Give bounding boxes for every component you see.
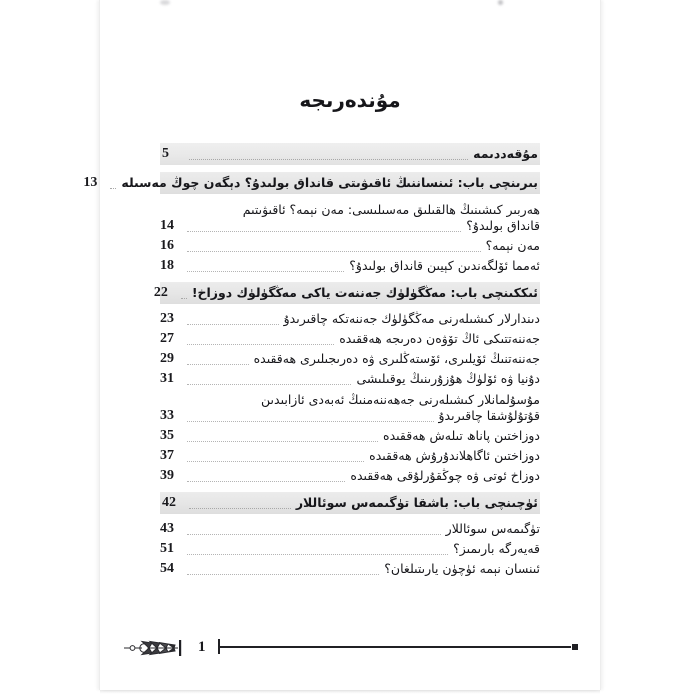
toc-page-number: 35	[160, 428, 174, 443]
toc-page-number: 16	[160, 238, 174, 253]
toc-entry-title: دىندارلار كىشىلەرنى مەڭگۈلۈك جەننەتكە چاقىرىدۇ	[283, 311, 540, 326]
toc-entry-row[interactable]	[160, 350, 540, 368]
toc-entry-title-line1: مۇسۇلمانلار كىشىلەرنى جەھەننەمنىڭ ئەبەدى ئازابىدىن	[261, 392, 540, 407]
toc-entry-row[interactable]	[160, 310, 540, 328]
document-page	[83, 0, 600, 690]
toc-page-number: 54	[160, 561, 174, 576]
toc-entry-title: قەيەرگە بارىمىز؟	[453, 541, 540, 556]
toc-entry-title-line2-row	[160, 408, 540, 424]
toc-page-number: 37	[160, 448, 174, 463]
toc-entry-row[interactable]	[160, 520, 540, 538]
toc-chapter-title: بىرىنچى باب: ئىنساننىڭ ئاقىۋىتى قانداق بولىدۇ؟ دېگەن چوڭ مەسىلە	[121, 175, 538, 190]
toc-leader-dots	[187, 430, 378, 442]
toc-leader-dots	[187, 410, 434, 422]
toc-entry-title: ئەمما ئۆلگەندىن كېيىن قانداق بولىدۇ؟	[349, 258, 540, 273]
toc-chapter-row[interactable]	[153, 282, 540, 304]
toc-page-number: 14	[160, 218, 174, 233]
footer-rule-bar	[220, 646, 571, 648]
footer-rule	[218, 636, 578, 658]
toc-entry-title: جەننەتنىڭ ئۆيلىرى، ئۆستەڭلىرى ۋە دەرىجىلىرى ھەققىدە	[253, 351, 540, 366]
toc-leader-dots	[189, 497, 291, 509]
toc-page-number: 33	[160, 408, 174, 423]
footer-page-number: 1	[198, 639, 206, 655]
scan-artifact-top-right	[498, 0, 503, 5]
toc-leader-dots	[110, 177, 116, 189]
toc-leader-dots	[187, 260, 344, 272]
toc-entry-title-line2: قانداق بولىدۇ؟	[466, 218, 540, 233]
toc-leader-dots	[189, 148, 468, 160]
toc-page-number: 18	[160, 258, 174, 273]
toc-page-number: 5	[162, 146, 169, 161]
toc-page-number: 27	[160, 331, 174, 346]
toc-entry-row[interactable]	[160, 330, 540, 348]
toc-entry-title-line2-row	[160, 218, 540, 234]
feather-ornament-icon	[122, 637, 184, 659]
toc-leader-dots	[181, 287, 187, 299]
toc-page-number: 13	[83, 175, 98, 190]
toc-leader-dots	[187, 450, 364, 462]
toc-page-number: 42	[162, 495, 176, 510]
toc-page-number: 51	[160, 541, 174, 556]
toc-chapter-row[interactable]	[83, 172, 540, 194]
toc-entry-title: تۈگىمەس سوئاللار	[445, 521, 540, 536]
toc-entry-row[interactable]	[160, 390, 540, 425]
toc-entry-row[interactable]	[160, 370, 540, 388]
toc-entry-title: دۇنيا ۋە ئۆلۈڭ ھۇزۇرىنىڭ يوقىلىشى	[356, 371, 540, 386]
toc-page-number: 39	[160, 468, 174, 483]
page-bottom-shadow	[100, 690, 600, 694]
toc-leader-dots	[187, 373, 351, 385]
toc-page-number: 23	[160, 311, 174, 326]
toc-leader-dots	[187, 240, 481, 252]
toc-chapter-title: ئىككىنچى باب: مەڭگۈلۈك جەننەت ياكى مەڭگۈلۈك دوزاخ!	[191, 285, 538, 300]
toc-entry-title: مۇقەددىمە	[473, 146, 538, 161]
toc-leader-dots	[187, 313, 279, 325]
toc-leader-dots	[187, 470, 345, 482]
toc-entry-title-line1: ھەربىر كىشىنىڭ ھالقىلىق مەسىلىسى: مەن نېمە؟ ئاقىۋىتىم	[242, 202, 540, 217]
toc-entry-title: جەننەتتىكى ئاڭ تۆۋەن دەرىجە ھەققىدە	[339, 331, 540, 346]
toc-leader-dots	[187, 333, 334, 345]
toc-entry-title: دوزاختىن ئاگاھلاندۇرۇش ھەققىدە	[369, 448, 540, 463]
toc-entry-title: دوزاخ ئوتى ۋە چوڭقۇرلۇقى ھەققىدە	[350, 468, 540, 483]
scan-artifact-top-left	[160, 0, 170, 5]
toc-page-number: 43	[160, 521, 174, 536]
toc-page-number: 31	[160, 371, 174, 386]
toc-page-number: 29	[160, 351, 174, 366]
toc-entry-title: دوزاختىن پاناھ تىلەش ھەققىدە	[383, 428, 540, 443]
toc-leader-dots	[187, 543, 448, 555]
toc-leader-dots	[187, 353, 249, 365]
toc-leader-dots	[187, 563, 379, 575]
toc-chapter-row[interactable]	[160, 492, 540, 514]
toc-entry-row[interactable]	[160, 447, 540, 465]
toc-leader-dots	[187, 220, 461, 232]
toc-entry-row[interactable]	[160, 237, 540, 255]
toc-entry-row[interactable]	[160, 200, 540, 235]
toc-entry-row[interactable]	[160, 257, 540, 275]
toc-chapter-title: ئۈچىنچى باب: باشقا تۈگىمەس سوئاللار	[295, 495, 538, 510]
toc-entry-row[interactable]	[160, 467, 540, 485]
toc-entry-title: ئىنسان نېمە ئۈچۈن يارىتىلغان؟	[384, 561, 540, 576]
page-footer	[122, 636, 578, 662]
toc-entry-row[interactable]	[160, 427, 540, 445]
toc-entry-row[interactable]	[160, 560, 540, 578]
toc-entry-title: مەن نېمە؟	[485, 238, 540, 253]
toc-page-number: 22	[153, 285, 168, 300]
toc-entry-title-line2: قۇتۇلۇشقا چاقىرىدۇ	[438, 408, 540, 423]
table-of-contents-list	[83, 143, 540, 580]
page-title: مۇندەرىجە	[299, 88, 401, 112]
toc-leader-dots	[187, 523, 441, 535]
toc-preface-row[interactable]	[160, 143, 540, 165]
footer-rule-dot	[572, 644, 578, 650]
toc-entry-row[interactable]	[160, 540, 540, 558]
